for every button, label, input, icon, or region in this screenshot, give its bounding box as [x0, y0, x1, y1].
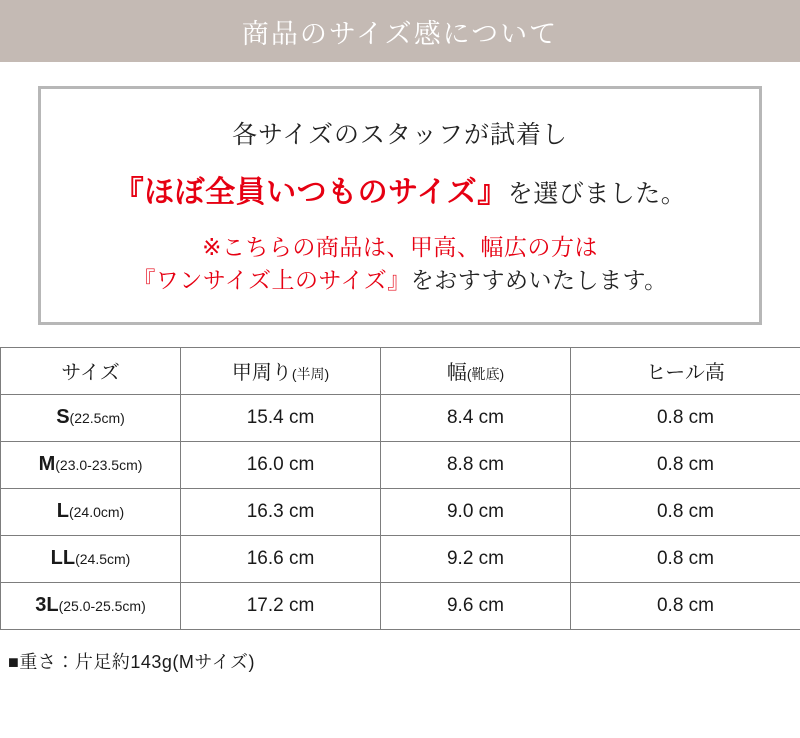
table-cell-instep: 16.0 cm [181, 441, 381, 488]
size-cm: (24.0cm) [68, 504, 125, 521]
table-row [1, 441, 800, 488]
table-header-size [1, 347, 181, 394]
notice-box [38, 86, 762, 325]
table-row [1, 488, 800, 535]
table-cell-width: 9.6 cm [381, 582, 571, 629]
table-cell-width: 9.2 cm [381, 535, 571, 582]
table-cell-size [1, 535, 181, 582]
size-cm: (22.5cm) [69, 410, 125, 427]
notice-highlight-usual-size: 『ほぼ全員いつものサイズ』 [113, 176, 508, 209]
table-cell-instep: 16.3 cm [181, 488, 381, 535]
table-header-size-main: サイズ [61, 362, 120, 385]
table-cell-size [1, 394, 181, 441]
table-cell-heel: 0.8 cm [571, 441, 800, 488]
table-cell-heel: 0.8 cm [571, 582, 800, 629]
table-cell-heel: 0.8 cm [571, 394, 800, 441]
size-cm: (23.0-23.5cm) [55, 457, 143, 474]
table-cell-instep: 16.6 cm [181, 535, 381, 582]
size-cm: (25.0-25.5cm) [58, 598, 146, 615]
size-cm: (24.5cm) [75, 551, 131, 568]
page-header-band [0, 0, 800, 62]
table-header-instep-main: 甲周り [231, 362, 292, 385]
notice-line-wide-foot: ※こちらの商品は、甲高、幅広の方は [202, 234, 598, 260]
weight-note: ■重さ：片足約143g(Mサイズ) [8, 651, 255, 672]
notice-line-usual-size-rest: を選びました。 [507, 180, 687, 208]
table-cell-width: 9.0 cm [381, 488, 571, 535]
table-header-heel-main: ヒール高 [646, 362, 725, 385]
table-header-width-sub: (靴底) [466, 366, 505, 383]
table-cell-size [1, 488, 181, 535]
table-row [1, 394, 800, 441]
table-header-heel [571, 347, 800, 394]
table-cell-heel: 0.8 cm [571, 535, 800, 582]
notice-line-staff-tried: 各サイズのスタッフが試着し [231, 121, 568, 149]
size-label: LL [50, 547, 76, 570]
table-cell-size [1, 441, 181, 488]
table-cell-instep: 17.2 cm [181, 582, 381, 629]
notice-line-recommend [51, 264, 749, 297]
size-label: L [56, 500, 69, 523]
size-table [0, 347, 800, 630]
table-cell-size [1, 582, 181, 629]
size-table-section [0, 325, 800, 630]
table-header-instep [181, 347, 381, 394]
notice-line-usual-size [51, 167, 749, 211]
table-header-width-main: 幅 [446, 362, 467, 385]
table-header-width [381, 347, 571, 394]
table-cell-width: 8.8 cm [381, 441, 571, 488]
page-title: 商品のサイズ感について [241, 18, 559, 49]
notice-section [0, 62, 800, 325]
size-label: 3L [35, 594, 59, 617]
size-label: M [38, 453, 56, 476]
table-row [1, 535, 800, 582]
table-cell-heel: 0.8 cm [571, 488, 800, 535]
table-header-row [1, 347, 800, 394]
table-header-instep-sub: (半周) [291, 366, 330, 383]
size-label: S [56, 406, 70, 429]
table-row [1, 582, 800, 629]
notice-highlight-one-size-up: 『ワンサイズ上のサイズ』 [132, 267, 411, 294]
notice-line-recommend-rest: をおすすめいたします。 [410, 267, 668, 294]
table-cell-instep: 15.4 cm [181, 394, 381, 441]
table-cell-width: 8.4 cm [381, 394, 571, 441]
